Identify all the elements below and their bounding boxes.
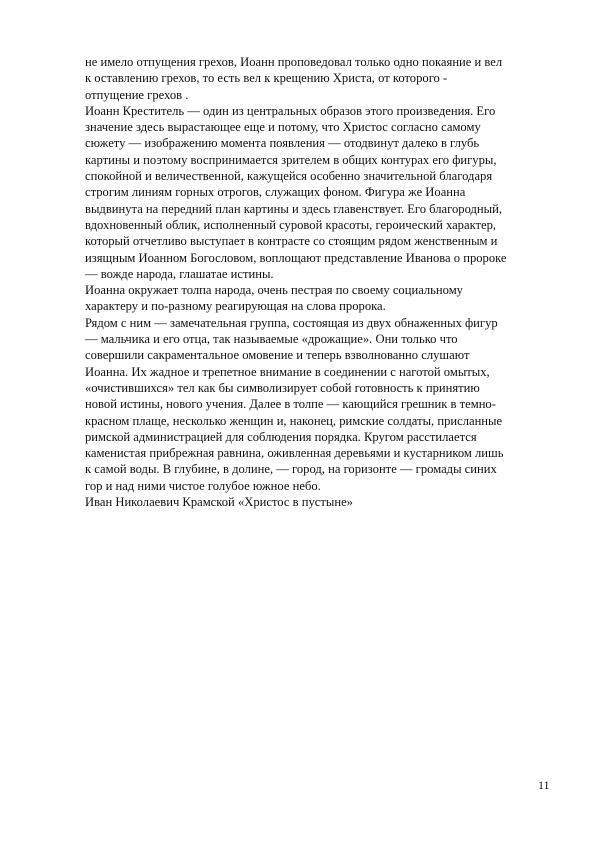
text-line: вдохновенный облик, исполненный суровой красоты, героический характер, — [85, 217, 497, 232]
text-line: Иоанна. Их жадное и трепетное внимание в соединении с наготой омытых, — [85, 364, 490, 379]
text-line: выдвинута на передний план картины и здесь главенствует. Его благородный, — [85, 201, 503, 216]
text-line: совершили сакраментальное омовение и теперь взволнованно слушают — [85, 348, 470, 363]
text-line: — вожде народа, глашатае истины. — [85, 266, 274, 281]
page-number: 11 — [538, 778, 550, 792]
text-line: каменистая прибрежная равнина, оживленная деревьями и кустарником лишь — [85, 446, 504, 461]
text-line: изящным Иоанном Богословом, воплощают представление Иванова о пророке — [85, 250, 507, 265]
text-line: Иоанн Креститель — один из центральных образов этого произведения. Его — [85, 103, 496, 118]
text-line: не имело отпущения грехов, Иоанн проповедовал только одно покаяние и вел — [85, 55, 503, 69]
text-line: Рядом с ним — замечательная группа, состоящая из двух обнаженных фигур — [85, 315, 498, 330]
text-line: значение здесь вырастающее еще и потому, что Христос согласно самому — [85, 120, 481, 135]
painting-caption: Иван Николаевич Крамской «Христос в пустыне» — [85, 495, 353, 510]
text-line: спокойной и величественной, кажущейся особенно значительной благодаря — [85, 169, 493, 184]
text-line: отпущение грехов . — [85, 87, 189, 102]
text-line: — мальчика и его отца, так называемые «дрожащие». Они только что — [85, 332, 458, 347]
text-line: гор и над ними чистое голубое южное небо. — [85, 478, 321, 493]
text-line: красном плаще, несколько женщин и, наконец, римские солдаты, присланные — [85, 413, 503, 428]
text-line: к самой воды. В глубине, в долине, — город, на горизонте — громады синих — [85, 462, 497, 477]
text-line: характеру и по-разному реагирующая на слова пророка. — [85, 299, 386, 314]
text-line: Иоанна окружает толпа народа, очень пестрая по своему социальному — [85, 283, 463, 298]
text-line: строгим линиям горных отрогов, служащих фоном. Фигура же Иоанна — [85, 185, 466, 200]
text-line: новой истины, нового учения. Далее в толпе — кающийся грешник в темно- — [85, 397, 496, 412]
text-line: римской администрацией для соблюдения порядка. Кругом расстилается — [85, 429, 477, 444]
body-text — [85, 54, 557, 510]
text-line: картины и поэтому воспринимается зрителем в общих контурах его фигуры, — [85, 152, 497, 167]
text-line: к оставлению грехов, то есть вел к крещению Христа, от которого - — [85, 71, 448, 86]
text-line: «очистившихся» тел как бы символизирует собой готовность к принятию — [85, 380, 480, 395]
text-line: который отчетливо выступает в контрасте со стоящим рядом женственным и — [85, 234, 498, 249]
text-line: сюжету — изображению момента появления — отодвинут далеко в глубь — [85, 136, 480, 151]
